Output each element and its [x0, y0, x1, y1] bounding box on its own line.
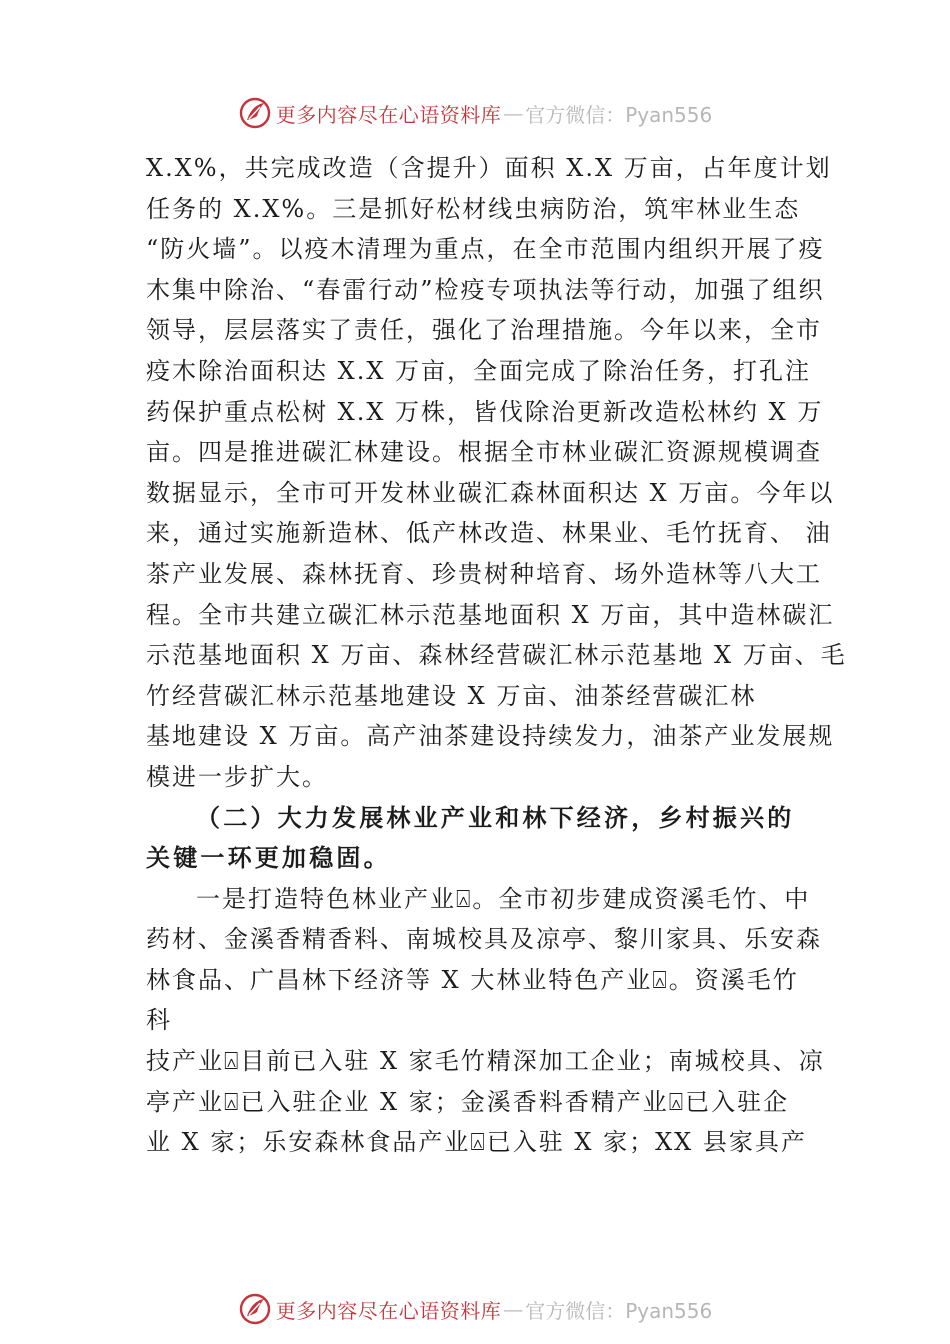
- body-line: 林食品、广昌林下经济等 X 大林业特色产业⍓。资溪毛竹: [146, 965, 799, 994]
- body-line: 药保护重点松树 X.X 万株，皆伐除治更新改造松林约 X 万: [146, 397, 824, 426]
- header-brand-text: 更多内容尽在心语资料库: [275, 102, 502, 127]
- body-line: 茶产业发展、森林抚育、珍贵树种培育、场外造林等八大工: [146, 559, 822, 588]
- body-line: 示范基地面积 X 万亩、森林经营碳汇林示范基地 X 万亩、毛: [146, 641, 847, 670]
- body-line: 基地建设 X 万亩。高产油茶建设持续发力，油茶产业发展规: [146, 722, 835, 751]
- body-line: 亭产业⍓已入驻企业 X 家；金溪香料香精产业⍓已入驻企: [146, 1087, 790, 1116]
- footer-brand-text: 更多内容尽在心语资料库: [275, 1298, 502, 1323]
- header-wechat-text: 官方微信：Pyan556: [525, 102, 713, 127]
- body-line: 来，通过实施新造林、低产林改造、林果业、毛竹抚育、 油: [146, 519, 832, 548]
- body-line: 竹经营碳汇林示范基地建设 X 万亩、油茶经营碳汇林: [146, 681, 757, 710]
- body-line: 木集中除治、“春雷行动”检疫专项执法等行动，加强了组织: [146, 275, 825, 304]
- header-banner: [0, 93, 950, 133]
- body-line: “防火墙”。以疫木清理为重点，在全市范围内组织开展了疫: [146, 235, 825, 264]
- body-line: 一是打造特色林业产业⍓。全市初步建成资溪毛竹、中: [196, 884, 811, 913]
- section-heading-continued: 关键一环更加稳固。: [146, 843, 391, 873]
- header-separator: —: [503, 101, 524, 125]
- body-line: 亩。四是推进碳汇林建设。根据全市林业碳汇资源规模调查: [146, 438, 822, 467]
- body-line: 程。全市共建立碳汇林示范基地面积 X 万亩，其中造林碳汇: [146, 600, 835, 629]
- brand-logo-icon: [238, 1292, 272, 1326]
- body-line: X.X%，共完成改造（含提升）面积 X.X 万亩，占年度计划: [146, 154, 832, 182]
- body-line: 技产业⍓目前已入驻 X 家毛竹精深加工企业；南城校具、凉: [146, 1047, 825, 1076]
- body-line: 任务的 X.X%。三是抓好松材线虫病防治，筑牢林业生态: [146, 194, 801, 223]
- body-line: 模进一步扩大。: [146, 762, 328, 791]
- footer-wechat-text: 官方微信：Pyan556: [525, 1298, 713, 1323]
- body-line: 疫木除治面积达 X.X 万亩，全面完成了除治任务，打孔注: [146, 356, 812, 385]
- body-line: 科: [146, 1006, 172, 1035]
- footer-separator: —: [503, 1297, 524, 1321]
- body-line: 药材、金溪香精香料、南城校具及凉亭、黎川家具、乐安森: [146, 925, 822, 954]
- section-heading: （二）大力发展林业产业和林下经济，乡村振兴的: [196, 802, 795, 832]
- footer-banner: [0, 1289, 950, 1329]
- body-line: 业 X 家；乐安森林食品产业⍓已入驻 X 家；XX 县家具产: [146, 1128, 807, 1157]
- body-line: 数据显示，全市可开发林业碳汇森林面积达 X 万亩。今年以: [146, 478, 835, 507]
- brand-logo-icon: [238, 96, 272, 130]
- document-body: [146, 148, 847, 1163]
- body-line: 领导，层层落实了责任，强化了治理措施。今年以来，全市: [146, 316, 822, 345]
